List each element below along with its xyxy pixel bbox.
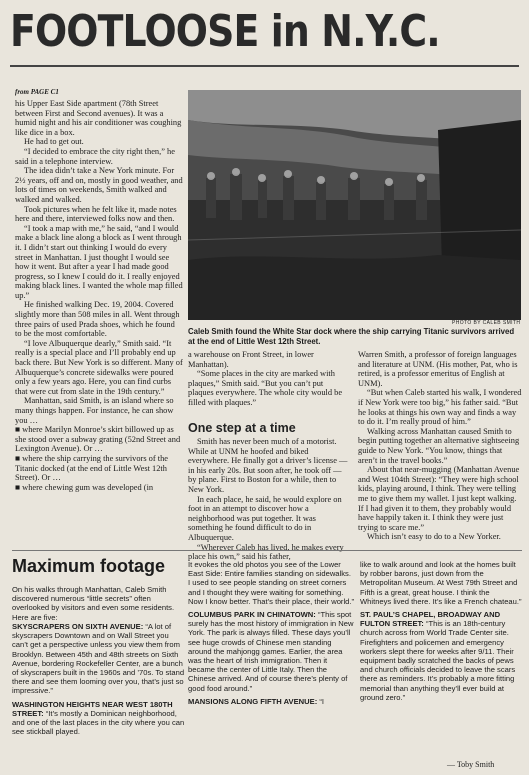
- paragraph: In each place, he said, he would explore on foot in an attempt to discover how a neighborhood was put together. It was something he found difficult to do in Albuquerque.: [188, 494, 342, 542]
- sidebar-item-text: It evokes the old photos you see of the Lower East Side: Entire families standing on sidewalks. I used to see people standing on street corners and I thought they were waiting for something. Now I know better. That’s their place, their world.”: [188, 560, 355, 606]
- paragraph: Warren Smith, a professor of foreign languages and literature at UNM. (His mother, Pat, who is retired, is a professor emeritus of English at UNM).: [358, 350, 518, 388]
- jump-line: from PAGE C1: [15, 88, 59, 96]
- sidebar-item: [188, 610, 354, 693]
- paragraph: “I decided to embrace the city right then,” he said in a telephone interview.: [15, 146, 175, 166]
- paragraph: About that near-mugging (Manhattan Avenue and West 104th Street): “They were high school kids, playing around, I think. They were telling me to give them my wallet. I just kept walking. If I had given it to them, they probably would have happily taken it. I think they were just trying to scare me.”: [358, 465, 520, 532]
- sidebar-item: [12, 622, 186, 696]
- sidebar-column-2: [188, 560, 354, 710]
- paragraph: “I took a map with me,” he said, “and I would make a black line along a block as I went through it. I didn’t start out thinking I would do every street in Manhattan. I just thought I would see how it went. But after a year I had made good progress, so I knew I could do it. I really enjoyed making black lines. I wanted the whole map filled up.”: [15, 223, 183, 300]
- photo-caption: Caleb Smith found the White Star dock where the ship carrying Titanic survivors arrived at the end of Little West 12th Street.: [188, 327, 515, 346]
- subhead-one-step: One step at a time: [188, 421, 296, 435]
- photo-credit: PHOTO BY CALEB SMITH: [452, 320, 521, 326]
- sidebar-column-1: [12, 622, 186, 740]
- sidebar-column-3: [360, 560, 522, 706]
- byline-signoff: — Toby Smith: [447, 760, 495, 769]
- article-column-2: [188, 350, 350, 408]
- sidebar-item-heading: SKYSCRAPERS ON SIXTH AVENUE:: [12, 622, 144, 631]
- sidebar-item-text: “This is an 18th-century church across from World Trade Center site. Firefighters and policemen and emergency workers slept there for weeks after 9/11. Their equipment badly scratched the backs of pews and church officials decided to leave the scars there as reminders. It’s probably a more fitting memorial than anything they’ll ever build at ground zero.”: [360, 619, 516, 702]
- sidebar-item-heading: ST. PAUL’S CHAPEL, BROADWAY AND FULTON STREET:: [360, 610, 501, 629]
- paragraph: He finished walking Dec. 19, 2004. Covered slightly more than 508 miles in all. Went through three pairs of used Prada shoes, which he found to be the most comfortable.: [15, 300, 180, 339]
- article-column-1: [15, 99, 183, 492]
- article-column-2b: [188, 437, 350, 562]
- sidebar-title: Maximum footage: [12, 556, 166, 576]
- paragraph: Which isn’t easy to do to a New Yorker.: [367, 532, 501, 542]
- sidebar-item-heading: COLUMBUS PARK IN CHINATOWN:: [188, 610, 316, 620]
- paragraph: “But when Caleb started his walk, I wondered if New York were too big,” his father said. “But he looks at things his own way and finds a way to do it. I’m really proud of him.”: [358, 388, 522, 427]
- sidebar-item-heading: MANSIONS ALONG FIFTH AVENUE:: [188, 696, 318, 706]
- headline-rule: [10, 65, 519, 67]
- sidebar-item: [360, 610, 522, 702]
- sidebar-item-text: “I: [317, 696, 324, 706]
- paragraph: Walking across Manhattan caused Smith to begin putting together an alternative sightseeing guide to New York. “You know, things that aren’t in the travel books.”: [358, 426, 520, 465]
- sidebar-item-text: “This spot surely has the most history of immigration in New York. The park is always filled. These days you’ll see huge crowds of Chinese men standing around the mahjongg games. Earlier, the area was the heart of Irish immigration. Then it became the center of Little Italy. Then the Chinese arrived. And of course there’s plenty of good food around.”: [188, 610, 354, 693]
- sidebar-item-text: “A lot of skyscrapers Downtown and on Wall Street you can’t get a perspective unless you view them from Brooklyn. Between 45th and 48th streets on Sixth Avenue, bordering Rockefeller Center, are a bunch of skyscrapers built in the 1960s and ’70s. To stand there and see them looming over you, that’s just so impressive.”: [12, 622, 185, 696]
- paragraph: Took pictures when he felt like it, made notes here and there, interviewed folks now and then.: [15, 204, 177, 224]
- sidebar-intro: On his walks through Manhattan, Caleb Smith discovered numerous “little secrets” often overlooked by visitors and even some residents. Here are five:: [12, 585, 175, 622]
- sidebar-rule: [12, 550, 522, 551]
- sidebar-item: [360, 560, 522, 606]
- dock-photo: [188, 90, 521, 320]
- paragraph: He had to get out.: [24, 137, 84, 147]
- sidebar-item-text: like to walk around and look at the homes built by robber barons, just down from the Metropolitan Museum. At West 79th Street and Fifth is a great, great house. I think the Whitneys lived there. It’s like a French chateau.”: [360, 560, 522, 606]
- paragraph: ■ where Marilyn Monroe’s skirt billowed up as she stood over a subway grating (52nd Street and Lexington Avenue). Or …: [15, 425, 181, 454]
- paragraph: a warehouse on Front Street, in lower Manhattan).: [188, 350, 314, 369]
- sidebar-item: [188, 560, 354, 606]
- paragraph: his Upper East Side apartment (78th Street between First and Second avenues). It was a humid night and his air conditioner was coughing like dice in a box.: [15, 99, 182, 137]
- article-column-3: [358, 350, 522, 542]
- paragraph: Manhattan, said Smith, is an island where so many things happen. For instance, he can show you …: [15, 396, 174, 425]
- paragraph: “Wherever Caleb has lived, he makes every place his own,” said his father,: [188, 542, 344, 562]
- paragraph: ■ where the ship carrying the survivors of the Titanic docked (at the end of Little West 12th Street). Or …: [15, 453, 168, 483]
- sidebar-item: [12, 700, 186, 737]
- headline: FOOTLOOSE in N.Y.C.: [10, 6, 440, 57]
- paragraph: “I love Albuquerque dearly,” Smith said. “It really is a special place and I’ll probably end up back there. But New York is so different. Many of Albuquerque’s concrete sidewalks were poured only a few years ago. Here, you can find curbs that were cut from slate in the 19th century.”: [15, 338, 183, 396]
- sidebar-item-heading: WASHINGTON HEIGHTS NEAR WEST 180TH STREET:: [12, 699, 173, 718]
- paragraph: ■ where chewing gum was developed (in: [15, 482, 154, 492]
- paragraph: The idea didn’t take a New York minute. For 2½ years, off and on, mostly in good weather, and lots of times on weekends, Smith walked and walked and walked.: [15, 166, 183, 204]
- photo-image: [188, 90, 521, 320]
- sidebar-item-text: “It’s mostly a Dominican neighborhood, and one of the last places in the city where you can see stickball played.: [12, 708, 185, 737]
- sidebar-item: [188, 697, 354, 706]
- paragraph: “Some places in the city are marked with plaques,” Smith said. “But you can’t put plaques everywhere. The whole city would be filled with plaques.”: [188, 369, 343, 407]
- paragraph: Smith has never been much of a motorist. While at UNM he hoofed and biked everywhere. He finally got a driver’s license — in his early 20s. But soon after, he took off — by plane. First to Boston for a while, then to New York.: [188, 437, 348, 494]
